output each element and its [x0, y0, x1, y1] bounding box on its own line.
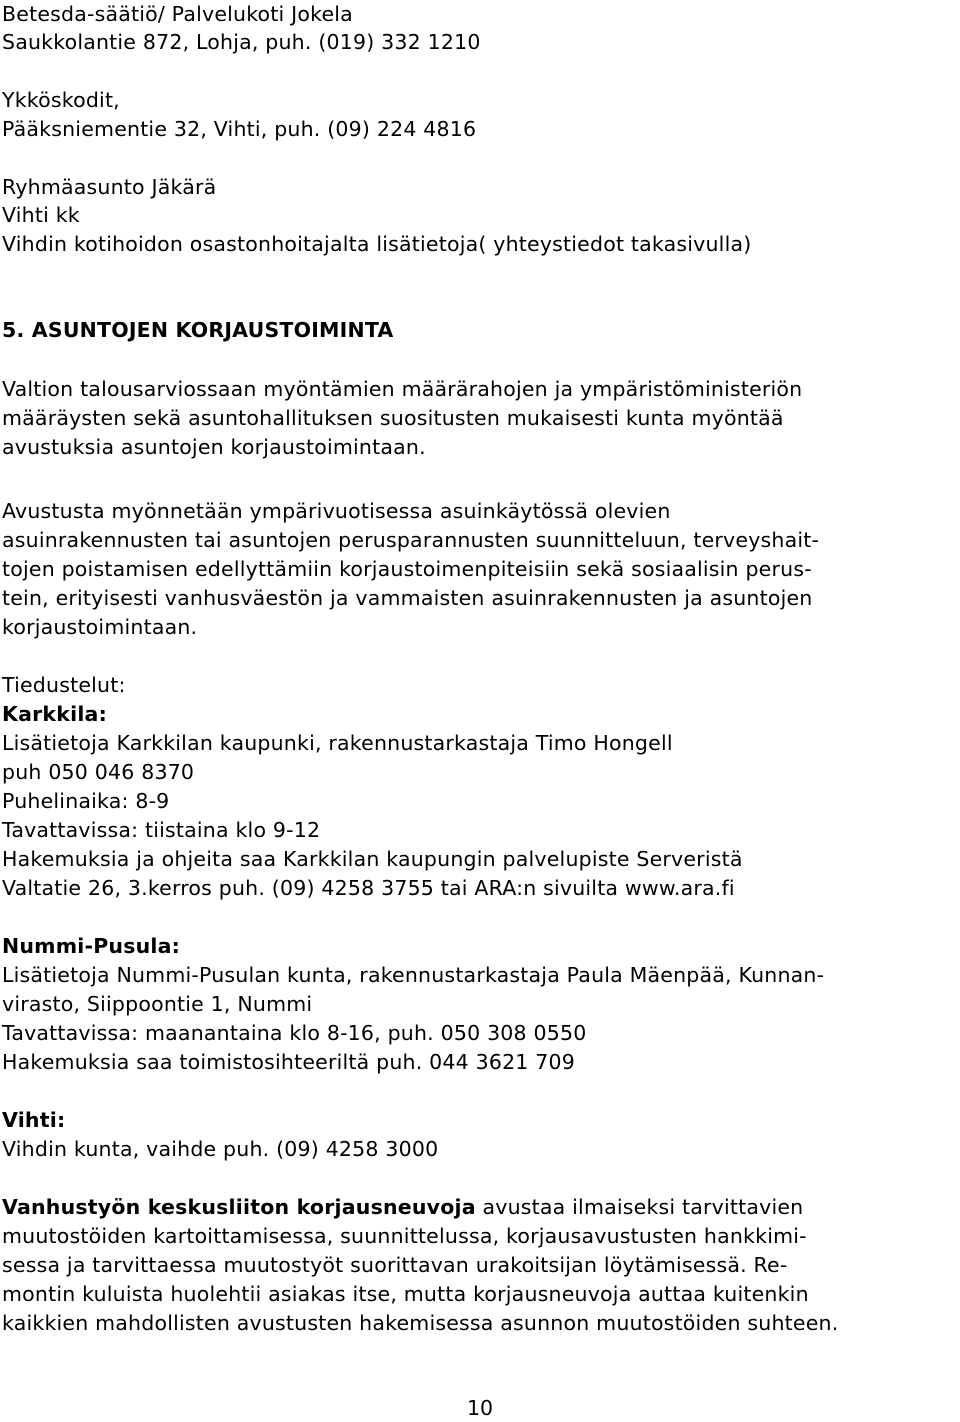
- karkkila-line: Valtatie 26, 3.kerros puh. (09) 4258 3755 tai ARA:n sivuilta www.ara.fi: [2, 876, 735, 900]
- paragraph-line: tein, erityisesti vanhusväestön ja vammaisten asuinrakennusten ja asuntojen: [2, 586, 813, 610]
- karkkila-line: Tavattavissa: tiistaina klo 9-12: [2, 818, 321, 842]
- paragraph-line: korjaustoimintaan.: [2, 615, 198, 639]
- vanhustyo-line: sessa ja tarvittaessa muutostyöt suorittavan urakoitsijan löytämisessä. Re-: [2, 1253, 788, 1277]
- contact-line: Vihdin kotihoidon osastonhoitajalta lisätietoja( yhteystiedot takasivulla): [2, 232, 752, 256]
- section-heading: 5. ASUNTOJEN KORJAUSTOIMINTA: [2, 318, 394, 342]
- karkkila-line: Puhelinaika: 8-9: [2, 789, 170, 813]
- contact-line: Ykköskodit,: [2, 88, 120, 112]
- contact-line: Ryhmäasunto Jäkärä: [2, 175, 217, 199]
- inquiries-label: Tiedustelut:: [2, 673, 126, 697]
- contact-line: Betesda-säätiö/ Palvelukoti Jokela: [2, 2, 353, 26]
- vanhustyo-text: avustaa ilmaiseksi tarvittavien: [475, 1195, 804, 1219]
- vihti-line: Vihdin kunta, vaihde puh. (09) 4258 3000: [2, 1137, 439, 1161]
- vanhustyo-line: muutostöiden kartoittamisessa, suunnittelussa, korjausavustusten hankkimi-: [2, 1224, 807, 1248]
- contact-line: Saukkolantie 872, Lohja, puh. (019) 332 1210: [2, 30, 481, 54]
- vanhustyo-line: montin kuluista huolehtii asiakas itse, mutta korjausneuvoja auttaa kuitenkin: [2, 1282, 809, 1306]
- contact-line: Pääksniementie 32, Vihti, puh. (09) 224 4816: [2, 117, 477, 141]
- paragraph-line: tojen poistamisen edellyttämiin korjaustoimenpiteisiin sekä sosiaalisin perus-: [2, 557, 812, 581]
- contact-line: Vihti kk: [2, 203, 80, 227]
- karkkila-line: Lisätietoja Karkkilan kaupunki, rakennustarkastaja Timo Hongell: [2, 731, 673, 755]
- paragraph-line: Avustusta myönnetään ympärivuotisessa asuinkäytössä olevien: [2, 499, 671, 523]
- page-number: 10: [466, 1396, 494, 1420]
- paragraph-line: avustuksia asuntojen korjaustoimintaan.: [2, 435, 426, 459]
- vihti-heading: Vihti:: [2, 1108, 66, 1132]
- vanhustyo-line: [2, 1193, 803, 1221]
- nummi-line: virasto, Siippoontie 1, Nummi: [2, 992, 313, 1016]
- nummi-line: Lisätietoja Nummi-Pusulan kunta, rakennustarkastaja Paula Mäenpää, Kunnan-: [2, 963, 825, 987]
- vanhustyo-line: kaikkien mahdollisten avustusten hakemisessa asunnon muutostöiden suhteen.: [2, 1311, 839, 1335]
- nummi-line: Tavattavissa: maanantaina klo 8-16, puh. 050 308 0550: [2, 1021, 587, 1045]
- karkkila-line: Hakemuksia ja ohjeita saa Karkkilan kaupungin palvelupiste Serveristä: [2, 847, 743, 871]
- karkkila-line: puh 050 046 8370: [2, 760, 195, 784]
- nummi-line: Hakemuksia saa toimistosihteeriltä puh. 044 3621 709: [2, 1050, 575, 1074]
- paragraph-line: Valtion talousarviossaan myöntämien määrärahojen ja ympäristöministeriön: [2, 377, 803, 401]
- karkkila-heading: Karkkila:: [2, 702, 107, 726]
- paragraph-line: määräysten sekä asuntohallituksen suositusten mukaisesti kunta myöntää: [2, 406, 784, 430]
- paragraph-line: asuinrakennusten tai asuntojen perusparannusten suunnitteluun, terveyshait-: [2, 528, 820, 552]
- vanhustyo-org-name: Vanhustyön keskusliiton korjausneuvoja: [2, 1195, 476, 1219]
- nummi-heading: Nummi-Pusula:: [2, 934, 181, 958]
